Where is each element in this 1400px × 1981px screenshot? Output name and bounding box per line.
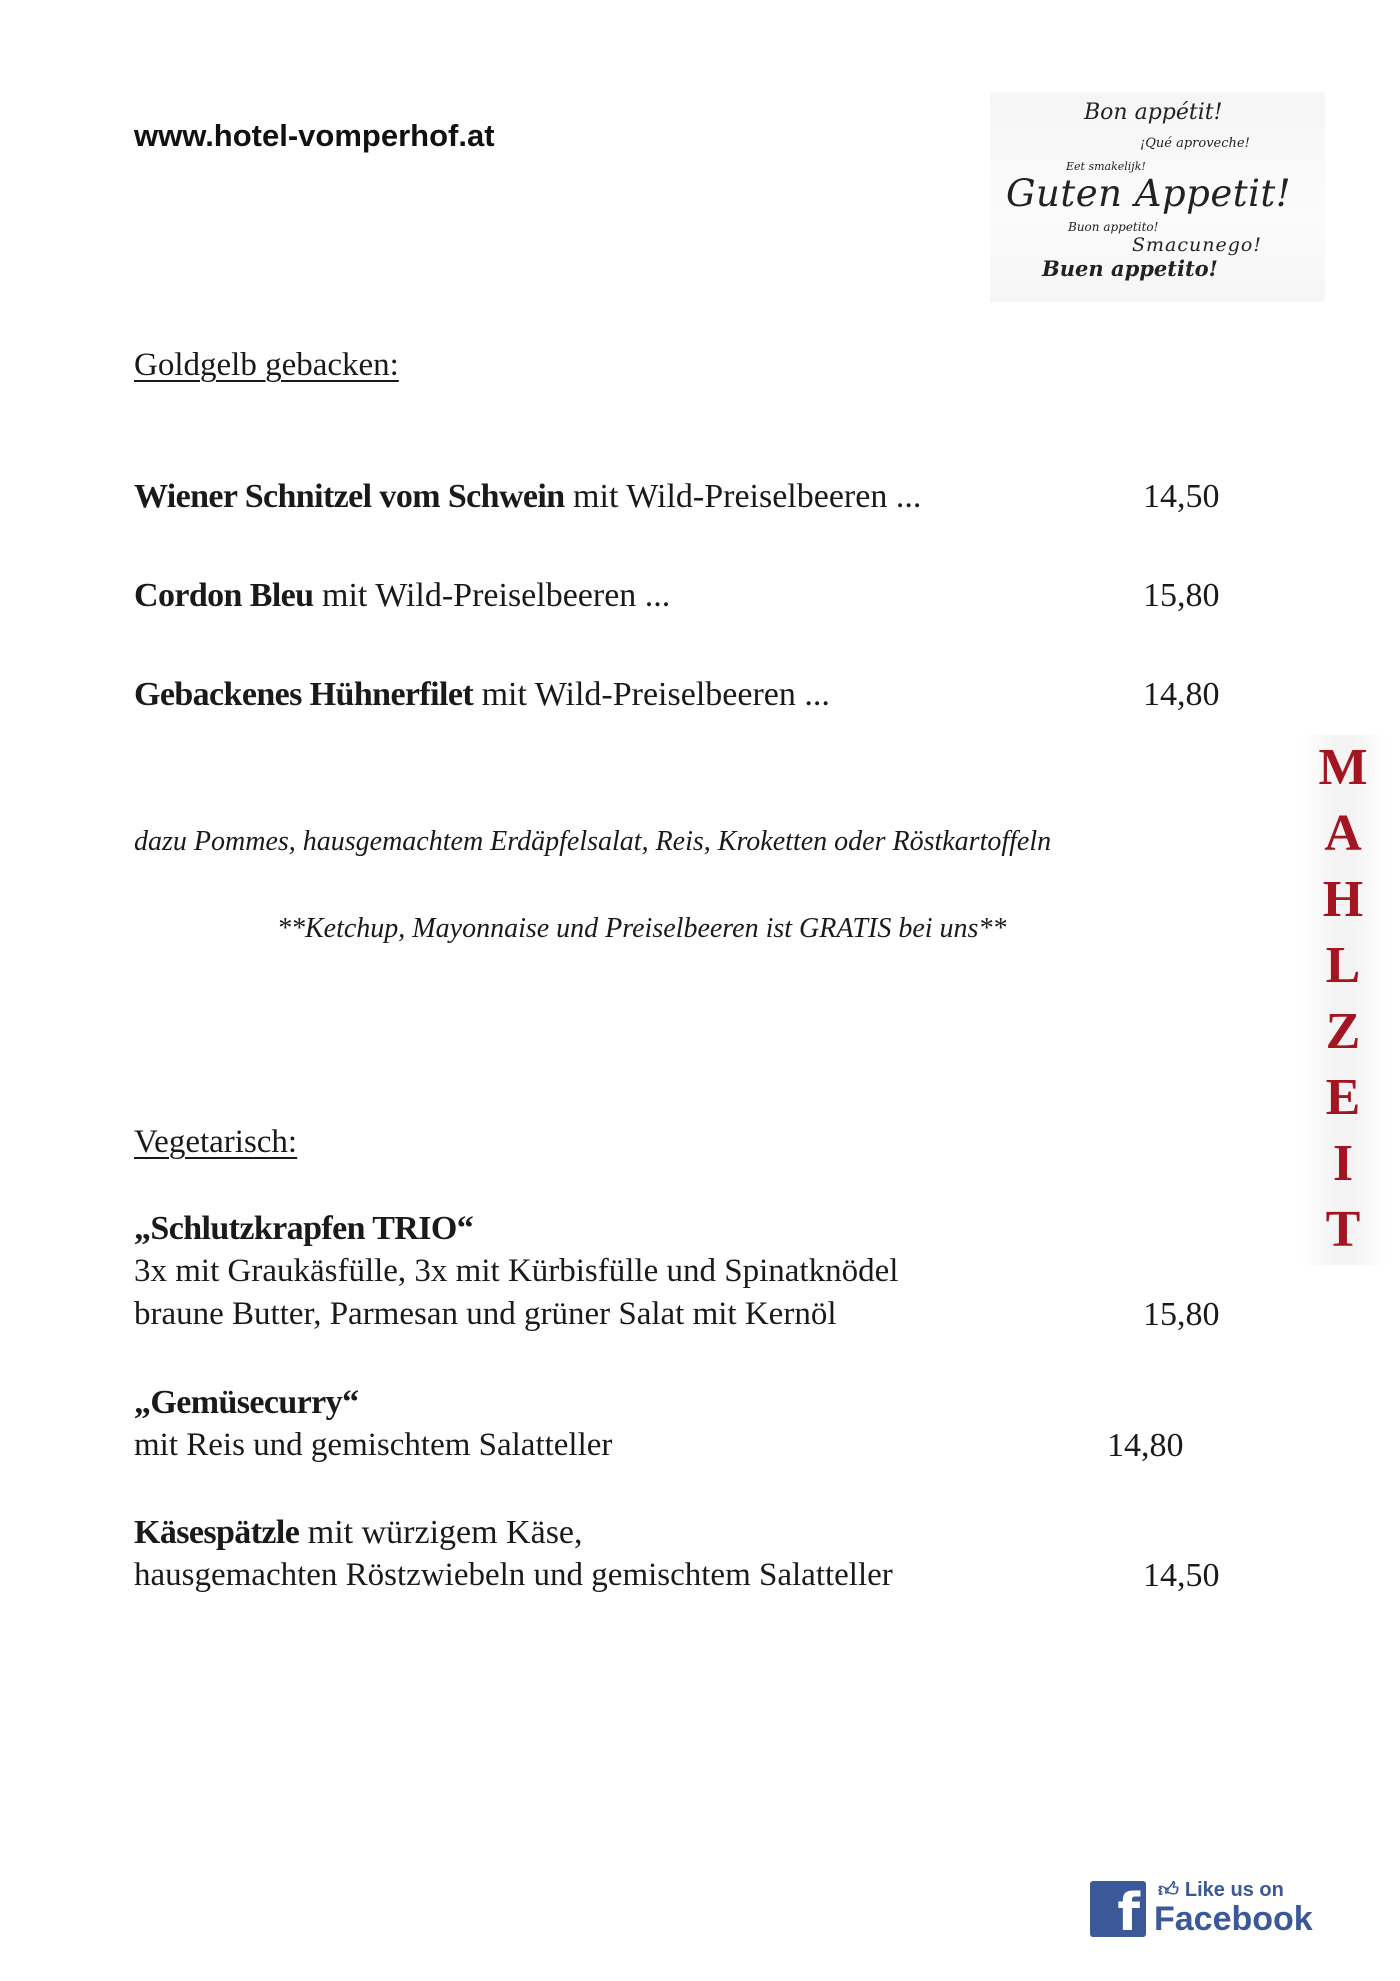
facebook-like-badge[interactable]	[1090, 1878, 1313, 1938]
sides-note: dazu Pommes, hausgemachtem Erdäpfelsalat, Reis, Kroketten oder Röstkartoffeln	[134, 826, 1052, 857]
dish-name: Cordon Bleu	[134, 577, 314, 614]
free-condiments-note: **Ketchup, Mayonnaise und Preiselbeeren ist GRATIS bei uns**	[277, 913, 1007, 944]
greeting-line: Buon appetito!	[1068, 220, 1159, 234]
dish-price: 15,80	[1143, 1296, 1220, 1333]
dish-price: 14,80	[1107, 1427, 1184, 1464]
dish-name: Gebackenes Hühnerfilet	[134, 676, 474, 713]
banner-letter: Z	[1325, 1003, 1361, 1060]
dish-description: mit Wild-Preiselbeeren ...	[473, 676, 830, 713]
menu-item	[134, 676, 830, 714]
dish-price: 14,80	[1143, 676, 1220, 713]
like-us-label: 👍︎ Like us on	[1158, 1879, 1284, 1901]
facebook-f-icon: f	[1090, 1881, 1146, 1937]
menu-item	[134, 1210, 473, 1248]
menu-item	[134, 1514, 583, 1552]
website-url[interactable]: www.hotel-vomperhof.at	[134, 118, 495, 153]
dish-price: 14,50	[1143, 1557, 1220, 1594]
banner-letter: I	[1332, 1135, 1354, 1192]
greeting-line: ¡Qué aproveche!	[1140, 136, 1250, 151]
greeting-line: Eet smakelijk!	[1066, 160, 1146, 173]
menu-item	[134, 1384, 358, 1422]
dish-name: „Schlutzkrapfen TRIO“	[134, 1210, 474, 1247]
facebook-wordmark: Facebook	[1154, 1900, 1313, 1938]
dish-description: mit Wild-Preiselbeeren ...	[313, 577, 671, 614]
dish-description: mit Wild-Preiselbeeren ...	[564, 478, 922, 515]
dish-description: braune Butter, Parmesan und grüner Salat mit Kernöl	[134, 1296, 837, 1332]
dish-name: Wiener Schnitzel vom Schwein	[134, 478, 565, 515]
menu-item	[134, 577, 670, 615]
dish-description: 3x mit Graukäsfülle, 3x mit Kürbisfülle und Spinatknödel	[134, 1253, 899, 1289]
dish-description: mit würzigem Käse,	[299, 1514, 583, 1551]
banner-letter: H	[1322, 871, 1364, 928]
banner-letter: T	[1325, 1201, 1361, 1258]
dish-description: mit Reis und gemischtem Salatteller	[134, 1427, 613, 1463]
menu-item	[134, 478, 921, 516]
thumbs-up-icon: 👍︎	[1158, 1879, 1179, 1901]
banner-letter: L	[1325, 937, 1361, 994]
greeting-line: Bon appétit!	[1084, 100, 1223, 125]
dish-description: hausgemachten Röstzwiebeln und gemischtem Salatteller	[134, 1557, 893, 1593]
greeting-line-main: Guten Appetit!	[1006, 172, 1292, 215]
section-heading-vegetarian: Vegetarisch:	[134, 1124, 298, 1160]
greeting-line: Smacunego!	[1132, 234, 1262, 256]
banner-letter: E	[1325, 1069, 1361, 1126]
dish-name: Käsespätzle	[134, 1514, 300, 1551]
banner-letter: M	[1318, 739, 1368, 796]
banner-letter: A	[1324, 805, 1362, 862]
dish-price: 15,80	[1143, 577, 1220, 614]
greeting-line: Buen appetito!	[1042, 256, 1218, 281]
section-heading-fried: Goldgelb gebacken:	[134, 347, 399, 383]
dish-price: 14,50	[1143, 478, 1220, 515]
guten-appetit-image	[990, 92, 1325, 302]
dish-name: „Gemüsecurry“	[134, 1384, 359, 1421]
mahlzeit-vertical-banner	[1298, 735, 1388, 1265]
